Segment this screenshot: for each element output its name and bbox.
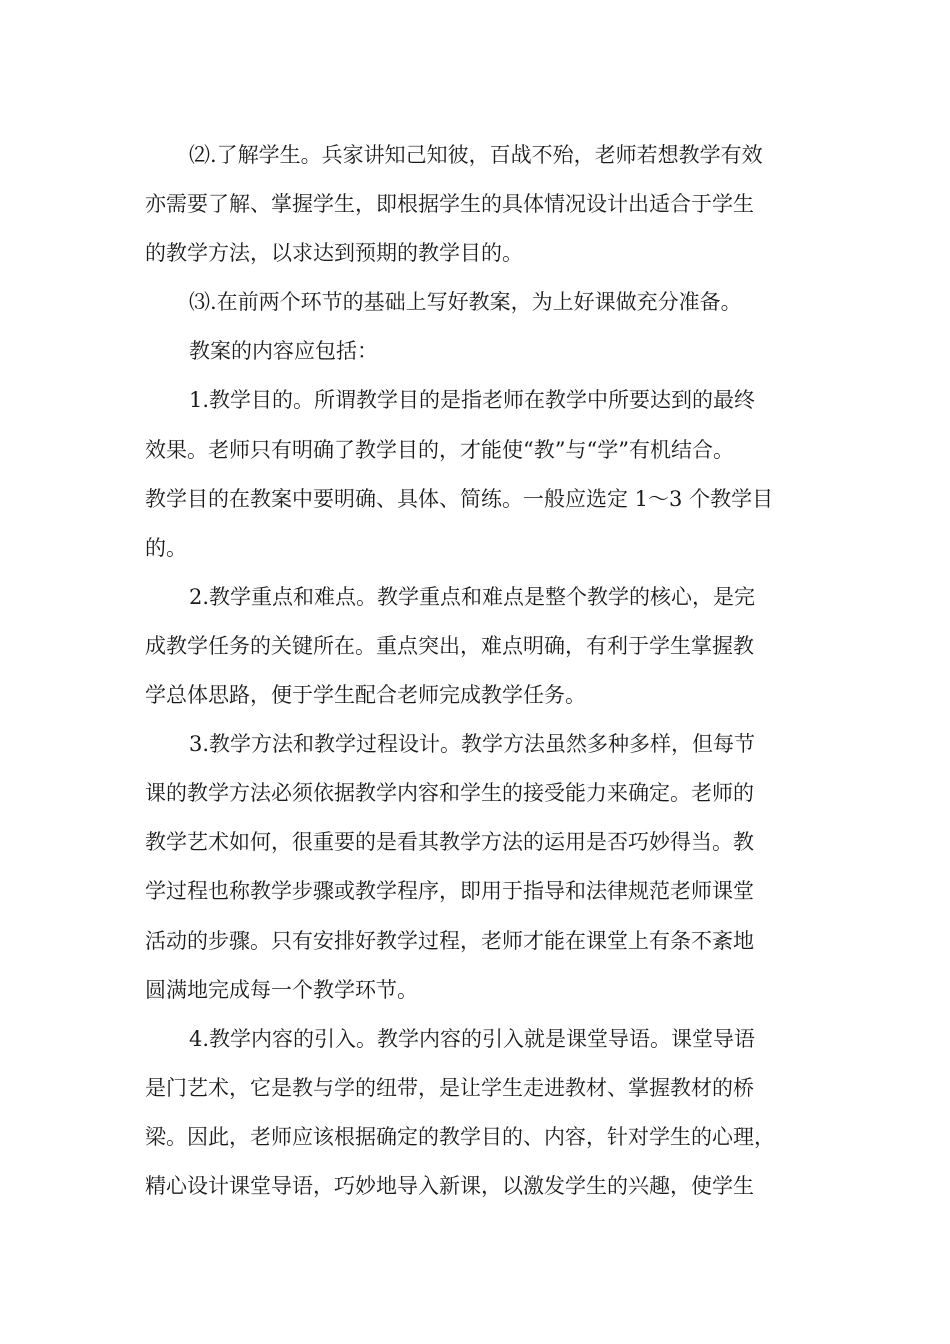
text-line: 梁。因此，老师应该根据确定的教学目的、内容，针对学生的心理， bbox=[145, 1124, 775, 1149]
text-line: 4.教学内容的引入。教学内容的引入就是课堂导语。课堂导语 bbox=[189, 1026, 756, 1051]
text-line: 是门艺术，它是教与学的纽带，是让学生走进教材、掌握教材的桥 bbox=[145, 1075, 754, 1100]
text-line: 3.教学方法和教学过程设计。教学方法虽然多种多样，但每节 bbox=[189, 732, 756, 757]
text-line: 学过程也称教学步骤或教学程序，即用于指导和法律规范老师课堂 bbox=[145, 879, 754, 904]
text-line: 课的教学方法必须依据教学内容和学生的接受能力来确定。老师的 bbox=[145, 781, 754, 806]
text-line: 活动的步骤。只有安排好教学过程，老师才能在课堂上有条不紊地 bbox=[145, 928, 754, 953]
text-line: ⑵.了解学生。兵家讲知己知彼，百战不殆，老师若想教学有效 bbox=[189, 143, 763, 167]
text-line: 的教学方法，以求达到预期的教学目的。 bbox=[145, 241, 523, 266]
text-line: 教学目的在教案中要明确、具体、简练。一般应选定 1～3 个教学目 bbox=[145, 486, 774, 511]
document-body bbox=[145, 131, 825, 1211]
text-line: 的。 bbox=[145, 535, 187, 560]
text-line: 精心设计课堂导语，巧妙地导入新课，以激发学生的兴趣，使学生 bbox=[145, 1173, 754, 1198]
text-line: 效果。老师只有明确了教学目的，才能使“教”与“学”有机结合。 bbox=[145, 437, 734, 462]
text-line: 教案的内容应包括： bbox=[189, 339, 378, 364]
text-line: 1.教学目的。所谓教学目的是指老师在教学中所要达到的最终 bbox=[189, 388, 756, 413]
text-line: 2.教学重点和难点。教学重点和难点是整个教学的核心，是完 bbox=[189, 584, 756, 609]
text-line: 教学艺术如何，很重要的是看其教学方法的运用是否巧妙得当。教 bbox=[145, 830, 754, 855]
text-line: 学总体思路，便于学生配合老师完成教学任务。 bbox=[145, 683, 586, 708]
text-line: ⑶.在前两个环节的基础上写好教案，为上好课做充分准备。 bbox=[189, 290, 742, 315]
text-line: 圆满地完成每一个教学环节。 bbox=[145, 977, 418, 1002]
text-line: 亦需要了解、掌握学生，即根据学生的具体情况设计出适合于学生 bbox=[145, 192, 754, 217]
text-line: 成教学任务的关键所在。重点突出，难点明确，有利于学生掌握教 bbox=[145, 633, 754, 658]
